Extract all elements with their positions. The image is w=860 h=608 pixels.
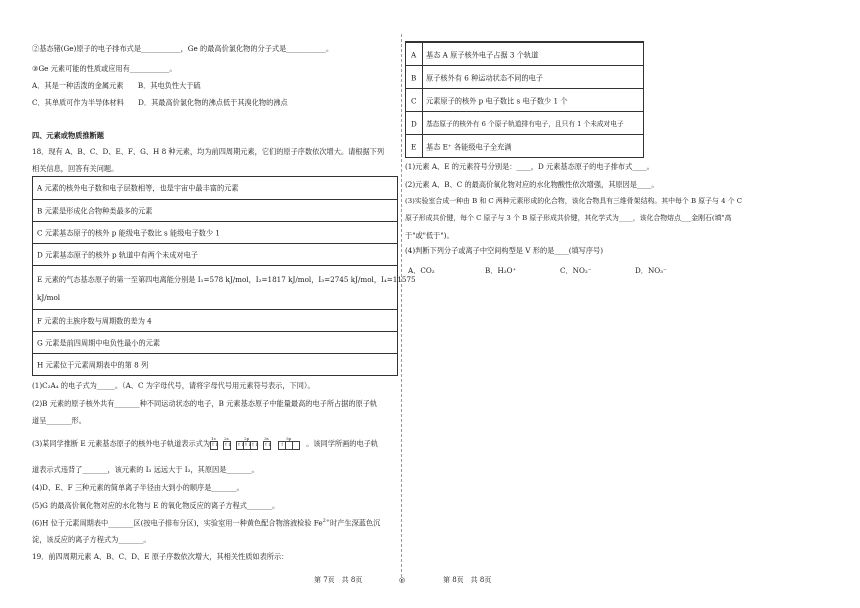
question-18-2: (2)B 元素的原子核外共有_______种不同运动状态的电子，B 元素基态原子中能量最高的电子所占据的原子轨 xyxy=(32,399,378,408)
table-row: A 基态 A 原子核外电子占据 3 个轨道 xyxy=(406,42,643,66)
table-row: E 基态 E⁺ 各能级电子全充满 xyxy=(406,134,643,158)
element-property-table xyxy=(405,41,644,158)
question-19-2: (2)元素 A、B、C 的最高价氧化物对应的水化物酸性依次增强，其原因是____。 xyxy=(405,180,659,189)
question-18-intro: 18．现有 A、B、C、D、E、F、G、H 8 种元素，均为前四周期元素，它们的原子序数依次增大。请根据下列 xyxy=(32,147,385,156)
option-c: C．NO₂⁻ xyxy=(560,266,592,275)
table-row: D 基态原子的核外有 6 个原子轨道排有电子，且只有 1 个未成对电子 xyxy=(406,111,643,135)
question-19-4: (4)判断下列分子或离子中空间构型是 V 形的是____(填写序号) xyxy=(405,246,604,255)
question-18-1: (1)C₂A₄ 的电子式为_____。（A、C 为字母代号，请将字母代号用元素符号表示，下同）。 xyxy=(32,381,315,390)
question-18-4: (4)D、E、F 三种元素的简单离子半径由大到小的顺序是_______。 xyxy=(32,483,244,492)
table-row: B 原子核外有 6 种运动状态不同的电子 xyxy=(406,65,643,89)
page-divider xyxy=(401,34,402,582)
element-info-table xyxy=(32,176,416,376)
question-18-intro-cont: 相关信息，回答有关问题。 xyxy=(32,164,119,173)
question-ge-properties: ③Ge 元素可能的性质或应用有___________。 xyxy=(32,64,177,73)
page-number-right: 第 8页 共 8页 xyxy=(443,576,492,584)
table-row: C 元素原子的核外 p 电子数比 s 电子数少 1 个 xyxy=(406,88,643,112)
page-number-left: 第 7页 共 8页 xyxy=(314,576,363,584)
table-row: A 元素的核外电子数和电子层数相等，也是宇宙中最丰富的元素 xyxy=(37,183,239,193)
question-ge-config: ②基态锗(Ge)原子的电子排布式是___________，Ge 的最高价氯化物的分子式是___________。 xyxy=(32,44,334,53)
question-18-3-cont: 道表示式违背了_______，该元素的 I₃ 远远大于 I₂，其原因是_______。 xyxy=(32,465,259,474)
section-title: 四、元素或物质推断题 xyxy=(32,131,104,140)
question-19-3-end: 于"或"低于")。 xyxy=(405,231,454,240)
table-row: G 元素是前四周期中电负性最小的元素 xyxy=(33,331,397,354)
table-row: D 元素基态原子的核外 p 轨道中有两个未成对电子 xyxy=(33,243,397,266)
table-row: E 元素的气态基态原子的第一至第四电离能分别是 I₁=578 kJ/mol，I₂=1817 kJ/mol，I₃=2745 kJ/mol，I₄=11575 kJ/mol xyxy=(33,265,397,310)
center-mark: ◎ xyxy=(399,576,406,584)
question-18-3: (3)某同学推断 E 元素基态原子的核外电子轨道表示式为 1s ↑↓ 2s ↑↓ 2p ↑↓ ↑↓ ↑↓ 3s ↑↓ 3p ↑ 。该同学所画的电子轨 xyxy=(32,436,379,448)
question-19-3: (3)实验室合成一种由 B 和 C 两种元素形成的化合物，该化合物具有三维骨架结构。其中每个 B 原子与 4 个 C xyxy=(405,197,743,205)
orbital-diagram: 1s ↑↓ 2s ↑↓ 2p ↑↓ ↑↓ ↑↓ 3s ↑↓ 3p ↑ xyxy=(210,438,306,450)
ge-options-cd: C．其单质可作为半导体材料 D．其最高价氯化物的沸点低于其溴化物的沸点 xyxy=(32,98,288,107)
option-a: A．CO₂ xyxy=(408,266,435,275)
question-19: 19．前四周期元素 A、B、C、D、E 原子序数依次增大，其相关性质如表所示： xyxy=(32,552,289,561)
table-row: F 元素的主族序数与周期数的差为 4 xyxy=(33,309,397,332)
option-d: D．NO₃⁻ xyxy=(635,266,667,275)
question-18-6-cont: 淀，该反应的离子方程式为_______。 xyxy=(32,535,151,544)
table-row: B 元素是形成化合物种类最多的元素 xyxy=(33,199,397,222)
question-18-2-cont: 道呈_______形。 xyxy=(32,416,86,425)
question-19-3-cont: 原子形成共价键，每个 C 原子与 3 个 B 原子形成共价键，其化学式为____，该化合物熔点___金刚石(填"高 xyxy=(405,214,732,222)
option-b: B．H₃O⁺ xyxy=(485,266,517,275)
question-19-1: (1)元素 A、E 的元素符号分别是：____，D 元素基态原子的电子排布式____。 xyxy=(405,162,654,171)
table-row: C 元素基态原子的核外 p 能级电子数比 s 能级电子数少 1 xyxy=(33,221,397,244)
table-row: H 元素位于元素周期表中的第 8 列 xyxy=(33,353,397,376)
question-18-6: (6)H 位于元素周期表中_______区(按电子排布分区)，实验室用一种黄色配合物溶液检验 $Fe^{2+}$时产生深蓝色沉 xyxy=(32,518,381,528)
ge-options-ab: A．其是一种活泼的金属元素 B．其电负性大于硫 xyxy=(32,81,201,90)
question-18-5: (5)G 的最高价氧化物对应的水化物与 E 的氧化物反应的离子方程式_______。 xyxy=(32,501,280,510)
